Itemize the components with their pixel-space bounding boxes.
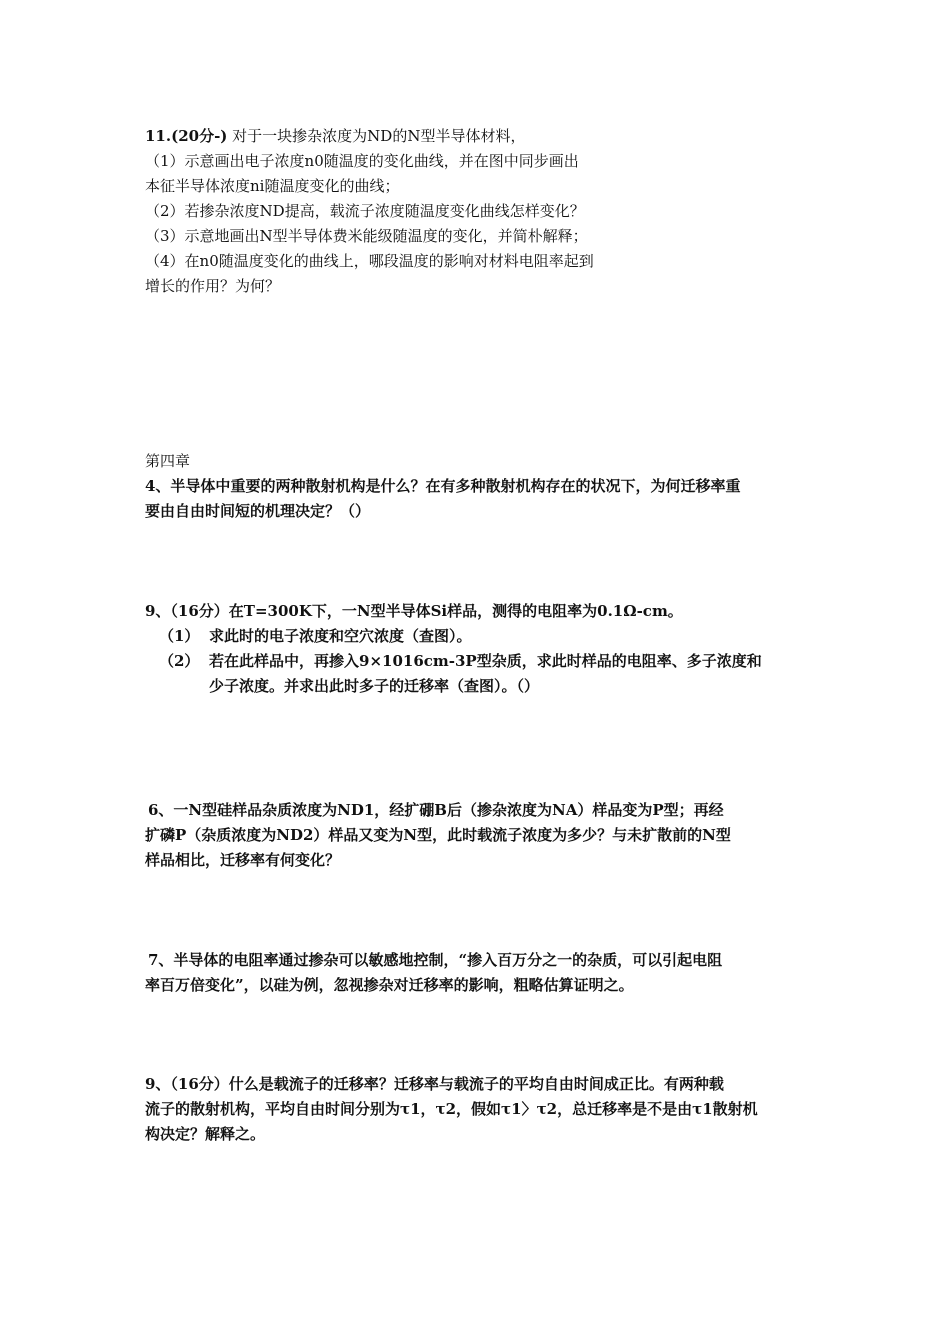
q9a-item-1-number: （1） bbox=[159, 627, 200, 645]
q9a-item-2-text: 若在此样品中，再掺入9×1016cm-3P型杂质，求此时样品的电阻率、多子浓度和 bbox=[209, 652, 762, 670]
q9a-item-1-text: 求此时的电子浓度和空穴浓度（查图）。 bbox=[209, 627, 472, 645]
q9a-item-2-text-cont: 少子浓度。并求出此时多子的迁移率（查图）。（） bbox=[209, 677, 540, 695]
chapter-title: 第四章 bbox=[145, 452, 191, 470]
q11-line-6: （4）在n0随温度变化的曲线上，哪段温度的影响对材料电阻率起到 bbox=[145, 252, 594, 270]
q11-line-1-text: 对于一块掺杂浓度为ND的N型半导体材料， bbox=[232, 127, 526, 145]
q11-line-2: （1）示意画出电子浓度n0随温度的变化曲线，并在图中同步画出 bbox=[145, 152, 579, 170]
q11-line-7: 增长的作用？为何？ bbox=[145, 277, 281, 295]
q9b-line-1: 9、（16分）什么是载流子的迁移率？迁移率与载流子的平均自由时间成正比。有两种载 bbox=[145, 1075, 724, 1093]
q11-lead: 11.(20分-) bbox=[145, 127, 228, 145]
q4-line-2: 要由自由时间短的机理决定？（） bbox=[145, 502, 371, 520]
q9a-line-1: 9、（16分）在T=300K下，一N型半导体Si样品，测得的电阻率为0.1Ω-cm。 bbox=[145, 602, 683, 620]
q6-line-2: 扩磷P（杂质浓度为ND2）样品又变为N型，此时载流子浓度为多少？与未扩散前的N型 bbox=[145, 826, 731, 844]
q7-line-1: 7、半导体的电阻率通过掺杂可以敏感地控制，“掺入百万分之一的杂质，可以引起电阻 bbox=[148, 951, 723, 969]
q4-line-1: 4、半导体中重要的两种散射机构是什么？在有多种散射机构存在的状况下，为何迁移率重 bbox=[145, 477, 741, 495]
q9b-line-2: 流子的散射机构，平均自由时间分别为τ1，τ2，假如τ1〉τ2，总迁移率是不是由τ1散射机 bbox=[145, 1100, 758, 1118]
q9b-line-3: 构决定？解释之。 bbox=[145, 1125, 266, 1143]
q11-line-4: （2）若掺杂浓度ND提高，载流子浓度随温度变化曲线怎样变化？ bbox=[145, 202, 585, 220]
q11-line-5: （3）示意地画出N型半导体费米能级随温度的变化，并简朴解释； bbox=[145, 227, 588, 245]
q6-line-3: 样品相比，迁移率有何变化？ bbox=[145, 851, 341, 869]
q9a-item-2-number: （2） bbox=[159, 652, 200, 670]
q11-line-1 bbox=[145, 124, 525, 148]
q6-line-1: 6、一N型硅样品杂质浓度为ND1，经扩硼B后（掺杂浓度为NA）样品变为P型；再经 bbox=[148, 801, 724, 819]
q11-line-3: 本征半导体浓度ni随温度变化的曲线； bbox=[145, 177, 400, 195]
q7-line-2: 率百万倍变化”，以硅为例，忽视掺杂对迁移率的影响，粗略估算证明之。 bbox=[145, 976, 634, 994]
